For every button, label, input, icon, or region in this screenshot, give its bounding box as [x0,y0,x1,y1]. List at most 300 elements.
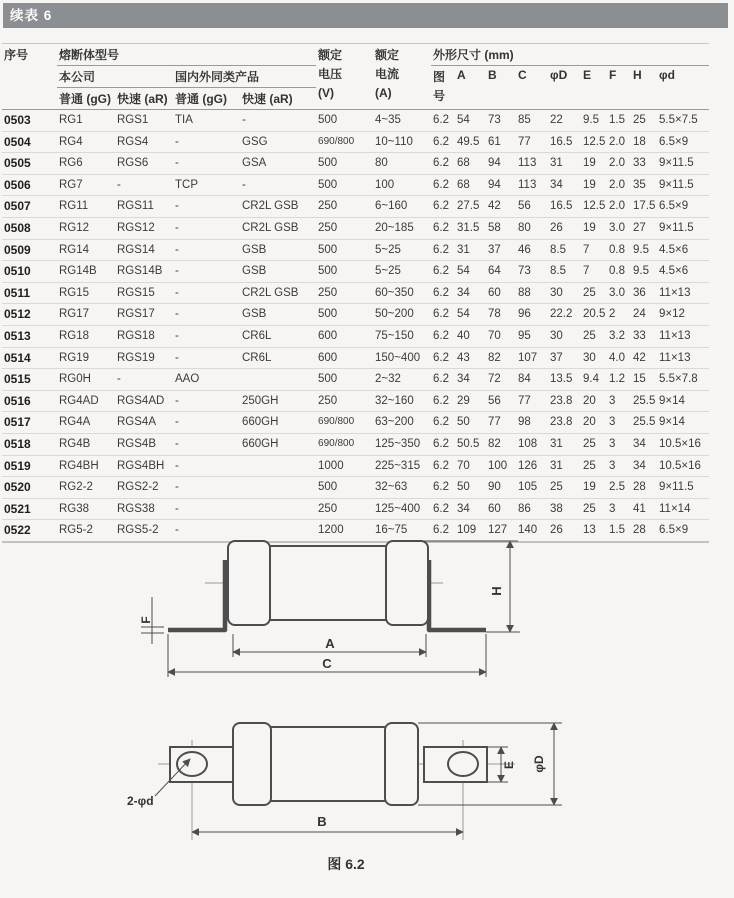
col-header-dim-phiD: φD [550,68,568,82]
table-cell: 85 [516,110,548,132]
table-cell: - [173,455,240,477]
table-cell: 6.2 [431,477,455,499]
table-cell: 22 [548,110,581,132]
col-header-ar-domestic: 快速 (aR) [242,92,293,106]
table-cell: 125~350 [373,433,431,455]
table-cell: - [173,282,240,304]
table-cell: 64 [486,261,516,283]
table-cell: 26 [548,217,581,239]
col-header-dim-phid: φd [659,68,675,82]
table-cell: 19 [581,217,607,239]
table-cell: 0507 [2,196,57,218]
left-cap-side [228,541,270,625]
table-cell: 11×13 [657,282,709,304]
table-cell: RGS19 [115,347,173,369]
table-cell: RG12 [57,217,115,239]
table-cell: - [173,412,240,434]
table-cell: 0509 [2,239,57,261]
table-cell: 250 [316,498,373,520]
table-cell: RG14B [57,261,115,283]
table-cell: 16~75 [373,520,431,542]
table-cell: 10~110 [373,131,431,153]
table-cell: 42 [631,347,657,369]
table-cell: TIA [173,110,240,132]
table-cell: 22.2 [548,304,581,326]
table-cell: 34 [548,174,581,196]
table-cell: RG4 [57,131,115,153]
table-cell: 34 [631,433,657,455]
table-cell: 6.2 [431,390,455,412]
table-cell: RG4B [57,433,115,455]
table-cell: 500 [316,304,373,326]
table-cell: 9.4 [581,369,607,391]
table-cell: 500 [316,153,373,175]
table-cell: 20~185 [373,217,431,239]
table-cell: 9.5 [631,239,657,261]
table-cell: - [173,477,240,499]
table-cell: 3.2 [607,325,631,347]
table-cell: 50 [455,477,486,499]
col-header-voltage-line2: 电压 [318,67,343,81]
table-cell: 28 [631,477,657,499]
table-cell: 4.0 [607,347,631,369]
table-cell: RG14 [57,239,115,261]
table-cell: 54 [455,261,486,283]
col-header-ar-company: 快速 (aR) [117,92,168,106]
table-cell: 100 [373,174,431,196]
table-cell: 9×11.5 [657,477,709,499]
table-cell: 84 [516,369,548,391]
table-row [2,304,709,326]
table-cell: 25 [631,110,657,132]
dim-label-phiD: φD [532,755,546,773]
right-cap-top [385,723,418,805]
table-cell: - [240,110,316,132]
table-cell: 107 [516,347,548,369]
col-header-gg-company: 普通 (gG) [59,92,111,106]
table-cell: 4~35 [373,110,431,132]
table-cell: RG19 [57,347,115,369]
col-header-current-line2: 电流 [375,67,400,81]
fuse-top-view [155,723,562,840]
table-cell: 31 [548,433,581,455]
table-cell: 29 [455,390,486,412]
table-cell: 108 [516,433,548,455]
table-cell: RGS12 [115,217,173,239]
table-cell: 32~160 [373,390,431,412]
table-cell: 80 [516,217,548,239]
table-cell: RGS38 [115,498,173,520]
table-cell: 0521 [2,498,57,520]
table-cell: 16.5 [548,196,581,218]
table-cell: 33 [631,325,657,347]
dim-label-a: A [325,636,335,651]
table-cell: 38 [548,498,581,520]
table-cell: 5~25 [373,261,431,283]
table-cell: 690/800 [316,131,373,153]
table-cell: 0.8 [607,261,631,283]
table-cell: - [115,369,173,391]
table-cell: 7 [581,239,607,261]
table-cell: 26 [548,520,581,542]
table-cell: 25.5 [631,412,657,434]
dim-h-lines [423,541,520,632]
table-cell: 6.2 [431,131,455,153]
table-cell: RGS11 [115,196,173,218]
col-header-company: 本公司 [57,66,173,88]
table-cell: 2.0 [607,196,631,218]
table-row [2,498,709,520]
table-cell: - [173,347,240,369]
table-cell: RG4AD [57,390,115,412]
table-cell: 0505 [2,153,57,175]
table-cell: 1000 [316,455,373,477]
table-cell: 27.5 [455,196,486,218]
table-cell: 82 [486,433,516,455]
table-cell: RGS6 [115,153,173,175]
table-cell: 33 [631,153,657,175]
table-cell: 98 [516,412,548,434]
table-cell: 0510 [2,261,57,283]
table-cell: 140 [516,520,548,542]
table-cell: 30 [548,325,581,347]
table-cell: 96 [516,304,548,326]
table-cell: 68 [455,174,486,196]
table-header [2,44,709,110]
table-cell: 90 [486,477,516,499]
table-cell: 68 [455,153,486,175]
table-cell: 43 [455,347,486,369]
table-cell: 54 [455,110,486,132]
table-cell: 88 [516,282,548,304]
table-cell: 6.2 [431,217,455,239]
table-row [2,477,709,499]
right-bracket [429,560,486,630]
table-cell: RGS4BH [115,455,173,477]
table-cell: RG2-2 [57,477,115,499]
table-cell: 0.8 [607,239,631,261]
table-cell: 30 [581,347,607,369]
table-cell: 13.5 [548,369,581,391]
col-header-figure-no [431,66,455,110]
table-cell: 60 [486,282,516,304]
table-cell: CR6L [240,347,316,369]
table-cell [240,477,316,499]
table-cell: 8.5 [548,261,581,283]
table-cell: 250 [316,217,373,239]
table-row [2,325,709,347]
table-cell: 6.2 [431,347,455,369]
table-cell: CR2L GSB [240,282,316,304]
table-cell: 37 [548,347,581,369]
table-cell: 6.2 [431,369,455,391]
table-cell: 24 [631,304,657,326]
table-cell: 56 [516,196,548,218]
table-cell: RG18 [57,325,115,347]
table-cell: TCP [173,174,240,196]
table-cell: 19 [581,174,607,196]
table-cell: 1200 [316,520,373,542]
table-cell: 500 [316,110,373,132]
fuse-barrel-side [268,546,388,620]
table-cell: 30 [548,282,581,304]
table-cell: CR6L [240,325,316,347]
table-row [2,174,709,196]
table-row [2,110,709,132]
table-cell: 70 [486,325,516,347]
table-cell: 660GH [240,412,316,434]
table-cell: 600 [316,347,373,369]
table-cell: CR2L GSB [240,217,316,239]
table-cell: 6.2 [431,153,455,175]
fuse-barrel-top [269,727,387,801]
table-cell: 0519 [2,455,57,477]
table-cell: 63~200 [373,412,431,434]
table-cell: 0511 [2,282,57,304]
table-cell: 3 [607,433,631,455]
table-cell: 250 [316,196,373,218]
table-cell: 20.5 [581,304,607,326]
table-cell: RG38 [57,498,115,520]
table-cell: - [173,261,240,283]
right-cap-side [386,541,428,625]
table-row [2,153,709,175]
table-cell: GSG [240,131,316,153]
table-cell: 105 [516,477,548,499]
col-header-model-group: 熔断体型号 [57,44,316,66]
table-cell: 9.5 [581,110,607,132]
table-cell: CR2L GSB [240,196,316,218]
table-cell: 6.2 [431,174,455,196]
table-cell: 31 [548,153,581,175]
table-cell: 86 [516,498,548,520]
table-cell: 35 [631,174,657,196]
dim-label-h: H [489,586,504,596]
figure-6-2 [0,520,734,893]
table-cell: RGS5-2 [115,520,173,542]
table-cell: 36 [631,282,657,304]
table-cell: 77 [486,412,516,434]
table-cell: 100 [486,455,516,477]
table-cell: 6.2 [431,325,455,347]
table-cell: 250 [316,282,373,304]
table-cell: RGS1 [115,110,173,132]
col-header-dim-f: F [609,68,617,82]
table-cell: 126 [516,455,548,477]
table-cell: GSB [240,304,316,326]
table-cell: 127 [486,520,516,542]
table-row [2,131,709,153]
table-cell: GSB [240,261,316,283]
table-cell: 9.5 [631,261,657,283]
table-cell: 77 [516,390,548,412]
table-cell: - [173,325,240,347]
table-cell: 6~160 [373,196,431,218]
table-cell: 73 [486,110,516,132]
table-cell: 31 [548,455,581,477]
table-cell: 34 [631,455,657,477]
table-cell: 27 [631,217,657,239]
col-header-voltage-line1: 额定 [318,48,343,62]
table-cell: 72 [486,369,516,391]
table-cell: 6.2 [431,412,455,434]
table-cell: 34 [455,369,486,391]
table-cell: 9×11.5 [657,153,709,175]
table-cell: 9×12 [657,304,709,326]
table-cell: 70 [455,455,486,477]
table-cell: RG17 [57,304,115,326]
table-cell: 25 [548,477,581,499]
table-cell: 61 [486,131,516,153]
table-cell: 23.8 [548,412,581,434]
col-header-serial: 序号 [4,48,29,62]
table-cell: 50 [455,412,486,434]
table-cell: 3 [607,498,631,520]
table-cell: 11×13 [657,325,709,347]
table-cell: 4.5×6 [657,261,709,283]
table-cell: 2.0 [607,153,631,175]
table-row [2,455,709,477]
table-cell: RGS4A [115,412,173,434]
table-cell: 6.2 [431,433,455,455]
table-cell: 250 [316,390,373,412]
table-cell: 25 [581,433,607,455]
table-cell: 20 [581,390,607,412]
table-cell: 3 [607,412,631,434]
table-cell: 0515 [2,369,57,391]
table-cell: 3.0 [607,282,631,304]
table-cell [240,455,316,477]
table-cell: 34 [455,498,486,520]
table-cell: 660GH [240,433,316,455]
table-cell: 75~150 [373,325,431,347]
col-header-figure-no-line2: 号 [433,89,446,103]
table-cell [240,369,316,391]
table-cell: 25 [581,325,607,347]
table-cell: 6.2 [431,261,455,283]
table-cell: 32~63 [373,477,431,499]
table-cell: - [173,131,240,153]
table-cell: 2.0 [607,131,631,153]
table-cell: 150~400 [373,347,431,369]
table-cell: 0508 [2,217,57,239]
table-cell: 690/800 [316,433,373,455]
figure-caption: 图 6.2 [327,856,365,872]
table-cell: 17.5 [631,196,657,218]
dim-label-holes: 2-φd [127,794,154,808]
table-cell: 225~315 [373,455,431,477]
table-cell: 34 [455,282,486,304]
table-row [2,412,709,434]
table-cell: RG15 [57,282,115,304]
table-cell: - [173,390,240,412]
table-cell: 25.5 [631,390,657,412]
table-cell: - [115,174,173,196]
table-row [2,433,709,455]
table-cell: 500 [316,261,373,283]
table-cell: 42 [486,196,516,218]
table-cell: 13 [581,520,607,542]
table-cell: RG4BH [57,455,115,477]
table-cell: 80 [373,153,431,175]
table-cell: 25 [581,282,607,304]
dim-label-f: F [139,616,153,624]
table-cell: 73 [516,261,548,283]
table-cell: RGS17 [115,304,173,326]
table-cell: 0513 [2,325,57,347]
table-cell: 50.5 [455,433,486,455]
table-cell: 113 [516,174,548,196]
table-cell: RGS18 [115,325,173,347]
table-cell: 11×13 [657,347,709,369]
dim-label-b: B [317,814,327,829]
table-cell: - [173,239,240,261]
table-body [2,110,709,542]
table-cell: 0506 [2,174,57,196]
table-cell: 10.5×16 [657,455,709,477]
col-header-gg-domestic: 普通 (gG) [175,92,227,106]
table-cell: 6.5×9 [657,196,709,218]
table-cell: 95 [516,325,548,347]
table-row [2,282,709,304]
table-cell: 40 [455,325,486,347]
table-cell: 9×11.5 [657,217,709,239]
table-cell: RG0H [57,369,115,391]
table-cell: GSA [240,153,316,175]
table-cell: 46 [516,239,548,261]
table-cell: - [240,174,316,196]
table-row [2,347,709,369]
table-cell: - [173,433,240,455]
table-cell: 60~350 [373,282,431,304]
col-header-dim-h: H [633,68,642,82]
table-cell: RG1 [57,110,115,132]
table-cell: 6.2 [431,239,455,261]
table-cell: 0503 [2,110,57,132]
col-header-current-line1: 额定 [375,48,400,62]
table-cell: 6.2 [431,282,455,304]
table-cell: 2~32 [373,369,431,391]
col-header-dim-b: B [488,68,497,82]
table-cell: 19 [581,153,607,175]
table-cell: - [173,520,240,542]
table-cell: 6.2 [431,304,455,326]
col-header-voltage-line3: (V) [318,86,335,100]
table-cell: 0504 [2,131,57,153]
fuse-spec-table [2,43,709,543]
right-slot-hole [448,752,478,776]
table-cell: 125~400 [373,498,431,520]
table-cell: 250GH [240,390,316,412]
table-cell: 60 [486,498,516,520]
table-cell: 10.5×16 [657,433,709,455]
table-cell: 28 [631,520,657,542]
table-cell: 2.0 [607,174,631,196]
dim-label-e: E [502,760,516,770]
table-cell: 25 [581,455,607,477]
table-cell: 5.5×7.8 [657,369,709,391]
table-cell: 12.5 [581,131,607,153]
table-cell: 12.5 [581,196,607,218]
fuse-dimension-drawing [0,520,734,893]
table-cell: RG6 [57,153,115,175]
table-cell: 2.5 [607,477,631,499]
table-cell: 9×11.5 [657,174,709,196]
left-bracket [168,560,225,630]
table-cell: RG7 [57,174,115,196]
table-cell: 3 [607,390,631,412]
table-cell: 109 [455,520,486,542]
